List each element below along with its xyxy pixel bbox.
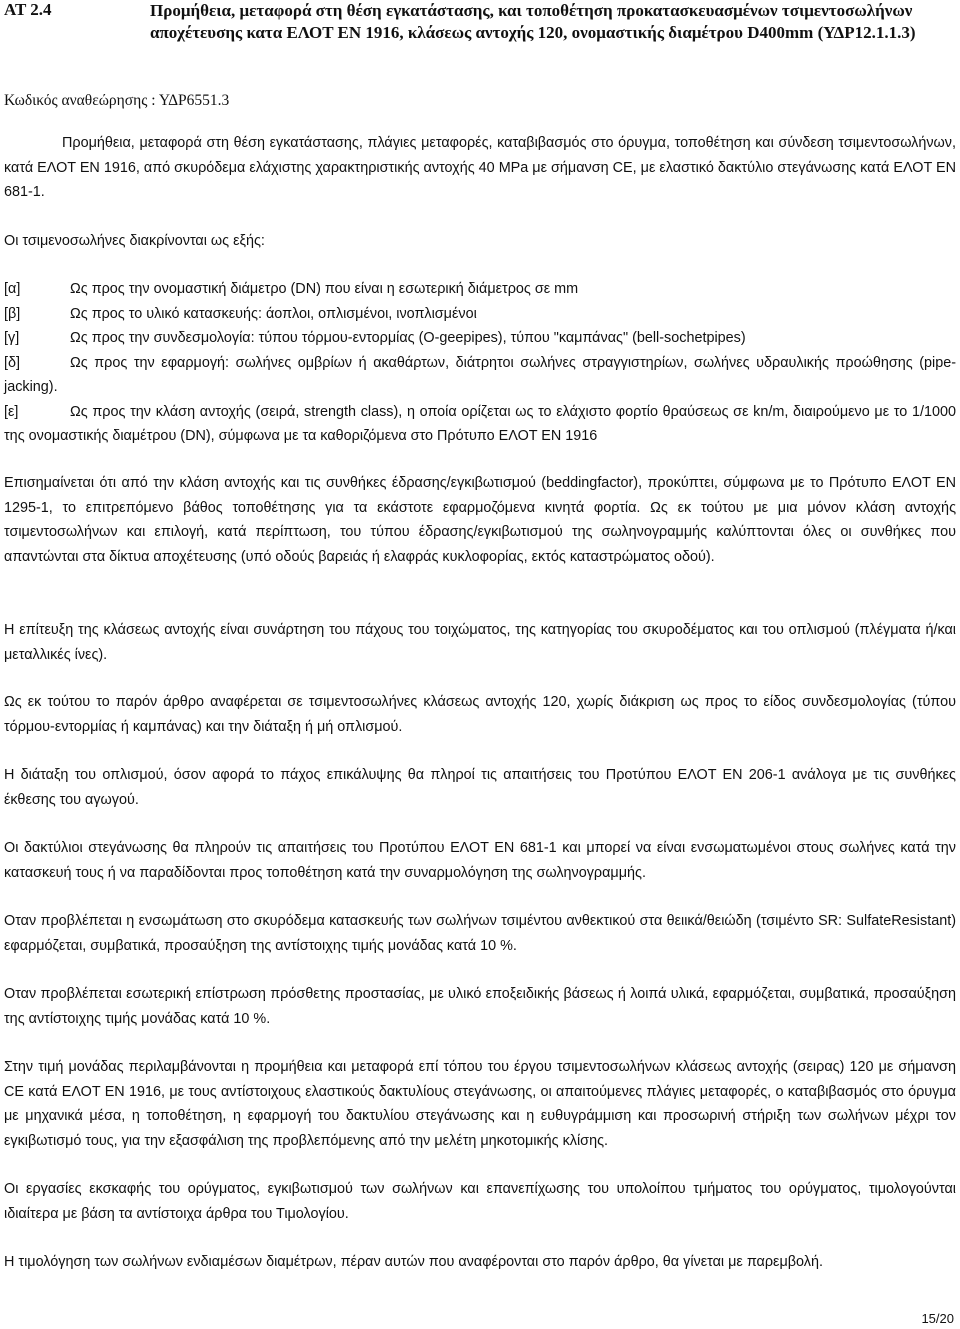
paragraph-text: Η διάταξη του οπλισμού, όσον αφορά το πάχος επικάλυψης θα πληροί τις απαιτήσεις του Προτύπου ΕΛΟΤ ΕΝ 206-1 ανάλογα με τις συνθήκες έκθεσης του αγωγού.	[4, 767, 956, 808]
list-item-marker: [α]	[4, 281, 21, 297]
revision-code: Κωδικός αναθεώρησης : ΥΔΡ6551.3	[4, 92, 230, 109]
paragraph-text: Η επίτευξη της κλάσεως αντοχής είναι συνάρτηση του πάχους του τοιχώματος, της κατηγορίας του σκυροδέματος και του οπλισμού (πλέγματα ή/και μεταλλικές ίνες).	[4, 622, 956, 663]
body-paragraph-5	[4, 836, 956, 885]
intro-paragraph: Προμήθεια, μεταφορά στη θέση εγκατάστασης, πλάγιες μεταφορές, καταβιβασμός στο όρυγμα, τοποθέτηση και σύνδεση τσιμεντοσωλήνων, κατά ΕΛΟΤ ΕΝ 1916, από σκυρόδεμα ελάχιστης χαρακτηριστικής αντοχής 40 MPa με σήμανση CE, με ελαστικό δακτύλιο στεγάνωσης κατά ΕΛΟΤ ΕΝ 681-1.	[4, 135, 956, 200]
list-item	[4, 351, 956, 400]
paragraph-text: Οταν προβλέπεται εσωτερική επίστρωση πρόσθετης προστασίας, με υλικό εποξειδικής βάσεως ή λοιπά υλικά, εφαρμόζεται, συμβατικά, προσαύξηση της αντίστοιχης τιμής μονάδας κατά 10 %.	[4, 986, 956, 1027]
list-item-marker: [ε]	[4, 403, 19, 420]
article-title: Προμήθεια, μεταφορά στη θέση εγκατάστασης, και τοποθέτηση προκατασκευασμένων τσιμεντοσωλήνων αποχέτευσης κατα ΕΛΟΤ ΕΝ 1916, κλάσεως αντοχής 120, ονομαστικής διαμέτρου D400mm (ΥΔΡ12.1.1.3)	[150, 1, 916, 42]
list-item-text: Ως προς την εφαρμογή: σωλήνες ομβρίων ή ακαθάρτων, διάτρητοι σωλήνες στραγγιστηρίων, σωλήνες υδραυλικής προώθησης (pipe-jacking).	[4, 354, 956, 395]
list-item	[4, 277, 956, 302]
body-paragraph-1	[4, 471, 956, 569]
list-item-text: Ως προς την κλάση αντοχής (σειρά, strength class), η οποία ορίζεται ως το ελάχιστο φορτίο θραύσεως σε kn/m, διαιρούμενο με το 1/1000 της ονομαστικής διαμέτρου (DN), σύμφωνα με τα καθοριζόμενα στο Πρότυπο ΕΛΟΤ ΕΝ 1916	[4, 403, 956, 444]
paragraph-text: Οταν προβλέπεται η ενσωμάτωση στο σκυρόδεμα κατασκευής των σωλήνων τσιμέντου ανθεκτικού στα θειικά/θειώδη (τσιμέντο SR: SulfateResistant) εφαρμόζεται, συμβατικά, προσαύξηση της αντίστοιχης τιμής μονάδας κατά 10 %.	[4, 913, 956, 954]
body-paragraph-8	[4, 1055, 956, 1153]
body-paragraph-3	[4, 690, 956, 739]
list-item	[4, 302, 956, 327]
body-paragraph-2	[4, 618, 956, 667]
paragraph-text: Οι δακτύλιοι στεγάνωσης θα πληρούν τις απαιτήσεις του Προτύπου ΕΛΟΤ ΕΝ 681-1 και μπορεί να είναι ενσωματωμένοι στους σωλήνες κατά την κατασκευή τους ή να παραδίδονται προς τοποθέτηση κατά την συναρμολόγηση της σωληνογραμμής.	[4, 840, 956, 881]
page-number: 15/20	[921, 1311, 954, 1326]
paragraph-text: Επισημαίνεται ότι από την κλάση αντοχής και τις συνθήκες έδρασης/εγκιβωτισμού (beddingfactor), προκύπτει, σύμφωνα με το Πρότυπο ΕΛΟΤ ΕΝ 1295-1, το επιτρεπόμενο βάθος τοποθέτησης για τα εκάστοτε εφαρμοζόμενα κινητά φορτία. Ως εκ τούτου με μια μόνον κλάση αντοχής τσιμεντοσωλήνων και επιλογή, κατά περίπτωση, του τύπου έδρασης/εγκιβωτισμού της σωληνογραμμής καλύπτονται όλες οι συνθήκες που απαντώνται στα δίκτυα αποχέτευσης (υπό οδούς βαρειάς ή ελαφράς κυκλοφορίας, εκτός καταστρώματος οδού).	[4, 475, 956, 565]
list-item-text: Ως προς το υλικό κατασκευής: άοπλοι, οπλισμένοι, ινοπλισμένοι	[70, 305, 477, 322]
paragraph-text: Η τιμολόγηση των σωλήνων ενδιαμέσων διαμέτρων, πέραν αυτών που αναφέρονται στο παρόν άρθρο, θα γίνεται με παρεμβολή.	[4, 1254, 823, 1270]
paragraph-text: Ως εκ τούτου το παρόν άρθρο αναφέρεται σε τσιμεντοσωλήνες κλάσεως αντοχής 120, χωρίς διάκριση ως προς το είδος συνδεσμολογίας (τύπου τόρμου-εντορμίας ή καμπάνας) και την διάταξη ή μή οπλισμού.	[4, 694, 956, 735]
list-item	[4, 400, 956, 449]
list-item-text: Ως προς την ονομαστική διάμετρο (DN) που είναι η εσωτερική διάμετρος σε mm	[70, 281, 579, 297]
classification-intro: Οι τσιμενοσωλήνες διακρίνονται ως εξής:	[4, 233, 265, 249]
body-paragraph-7	[4, 982, 956, 1031]
paragraph-text: Στην τιμή μονάδας περιλαμβάνονται η προμήθεια και μεταφορά επί τόπου του έργου τσιμεντοσωλήνων κλάσεως αντοχής (σειρας) 120 με σήμανση CE κατά ΕΛΟΤ ΕΝ 1916, με τους αντίστοιχους ελαστικούς δακτυλίους στεγάνωσης, οι απαιτούμενες πλάγιες μεταφορές, ο καταβιβασμός στο όρυγμα με μηχανικά μέσα, η τοποθέτηση, η εφαρμογή του δακτυλίου στεγάνωσης και η ευθυγράμμιση και προσωρινή στήριξη των σωλήνων μέχρι τον εγκιβωτισμό τους, για την εξασφάλιση της προβλεπόμενης από την μελέτη μηκοτομικής κλίσης.	[4, 1059, 956, 1149]
list-item-marker: [γ]	[4, 330, 20, 346]
body-paragraph-10	[4, 1250, 956, 1275]
list-item-marker: [β]	[4, 305, 21, 322]
list-item-text: Ως προς την συνδεσμολογία: τύπου τόρμου-εντορμίας (O-geepipes), τύπου "καμπάνας" (bell-sochetpipes)	[70, 330, 746, 346]
paragraph-text: Οι εργασίες εκσκαφής του ορύγματος, εγκιβωτισμού των σωλήνων και επανεπίχωσης του υπολοίπου τμήματος του ορύγματος, τιμολογούνται ιδιαίτερα με βάση τα αντίστοιχα άρθρα του Τιμολογίου.	[4, 1181, 956, 1222]
body-paragraph-6	[4, 909, 956, 958]
list-item	[4, 326, 956, 351]
body-paragraph-4	[4, 763, 956, 812]
body-paragraph-9	[4, 1177, 956, 1226]
article-code: AT 2.4	[4, 0, 52, 19]
intro-section	[4, 131, 956, 205]
list-item-marker: [δ]	[4, 354, 21, 371]
classification-section	[4, 229, 956, 254]
classification-list	[4, 277, 956, 449]
